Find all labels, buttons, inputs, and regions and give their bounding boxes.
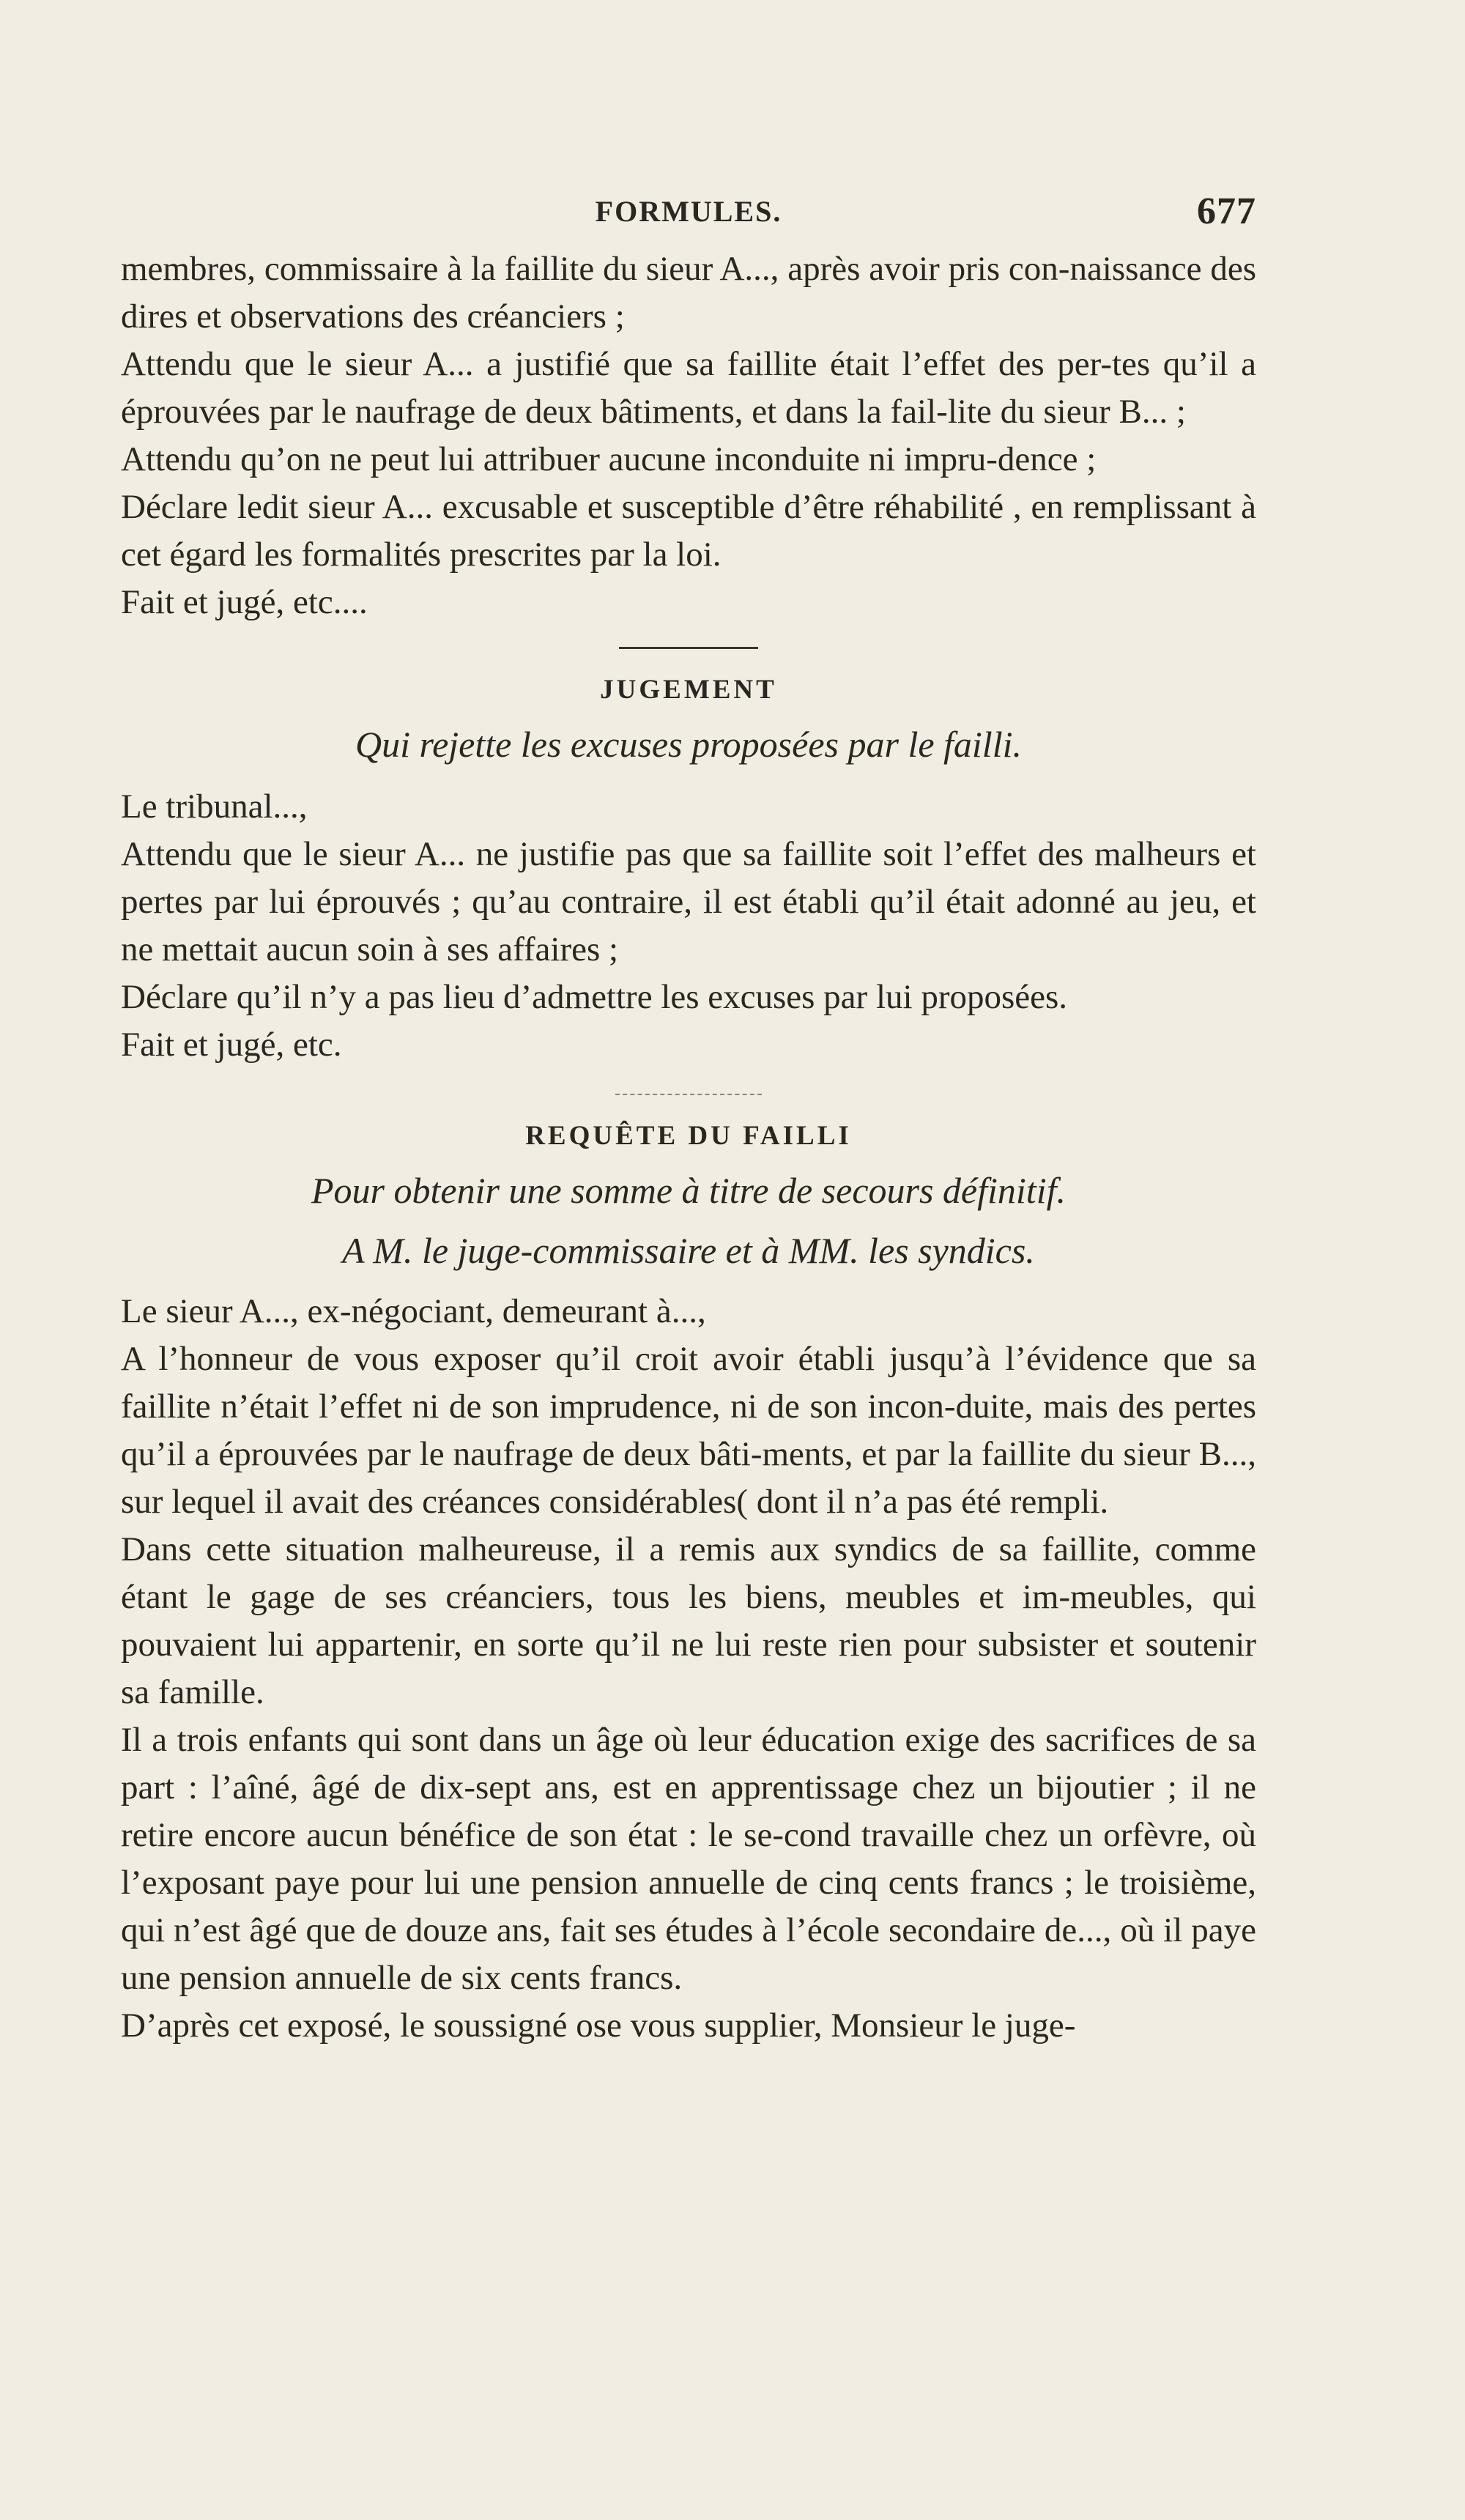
- paragraph: Il a trois enfants qui sont dans un âge où leur éducation exige des sacrifices de sa part : l’aîné, âgé de dix-sept ans, est en apprentissage chez un bijoutier ; il ne retire encore aucun bénéfice de son état : le se-cond travaille chez un orfèvre, où l’exposant paye pour lui une pension annuelle de cinq cents francs ; le troisième, qui n’est âgé que de douze ans, fait ses études à l’école secondaire de..., où il paye une pension annuelle de six cents francs.: [121, 1721, 1256, 1997]
- paragraph: Déclare ledit sieur A... excusable et susceptible d’être réhabilité , en remplissant à cet égard les formalités prescrites par la loi.: [121, 488, 1256, 574]
- page-number: 677: [1197, 190, 1256, 232]
- paragraph: A l’honneur de vous exposer qu’il croit avoir établi jusqu’à l’évidence que sa faillite n’était l’effet ni de son imprudence, ni de son incon-duite, mais des pertes qu’il a éprouvées par le naufrage de deux bâti-ments, et par la faillite du sieur B..., sur lequel il avait des créances considérables( dont il n’a pas été rempli.: [121, 1340, 1256, 1521]
- paragraph: Attendu que le sieur A... ne justifie pas que sa faillite soit l’effet des malheurs et pertes par lui éprouvés ; qu’au contraire, il est établi qu’il était adonné au jeu, et ne mettait aucun soin à ses affaires ;: [121, 835, 1256, 968]
- running-title: FORMULES.: [595, 195, 782, 228]
- paragraph: Attendu que le sieur A... a justifié que sa faillite était l’effet des per-tes qu’il a éprouvées par le naufrage de deux bâtiments, et dans la fail-lite du sieur B... ;: [121, 345, 1256, 431]
- text-column: [121, 190, 1256, 2050]
- section-divider: [619, 647, 758, 649]
- section-heading: REQUÊTE DU FAILLI: [525, 1121, 852, 1151]
- paragraph: D’après cet exposé, le soussigné ose vous supplier, Monsieur le juge-: [121, 2006, 1076, 2045]
- paragraph: Déclare qu’il n’y a pas lieu d’admettre les excuses par lui proposées.: [121, 978, 1068, 1016]
- paragraph: Le tribunal...,: [121, 788, 308, 826]
- paragraph: Attendu qu’on ne peut lui attribuer aucune inconduite ni impru-dence ;: [121, 440, 1097, 478]
- paragraph-continued: membres, commissaire à la faillite du sieur A..., après avoir pris con-naissance des dires et observations des créanciers ;: [121, 250, 1256, 336]
- paragraph: Fait et jugé, etc....: [121, 583, 368, 621]
- paragraph: Fait et jugé, etc.: [121, 1026, 342, 1064]
- section-divider: [615, 1094, 762, 1095]
- address-line: A M. le juge-commissaire et à MM. les syndics.: [342, 1230, 1035, 1271]
- running-head: [121, 190, 1256, 245]
- paragraph: Le sieur A..., ex-négociant, demeurant à...,: [121, 1292, 706, 1330]
- section-heading: JUGEMENT: [600, 675, 777, 705]
- section-subtitle: Pour obtenir une somme à titre de secours définitif.: [311, 1170, 1066, 1211]
- section-subtitle: Qui rejette les excuses proposées par le failli.: [355, 724, 1022, 765]
- paragraph: Dans cette situation malheureuse, il a remis aux syndics de sa faillite, comme étant le gage de ses créanciers, tous les biens, meubles et im-meubles, qui pouvaient lui appartenir, en sorte qu’il ne lui reste rien pour subsister et soutenir sa famille.: [121, 1530, 1256, 1711]
